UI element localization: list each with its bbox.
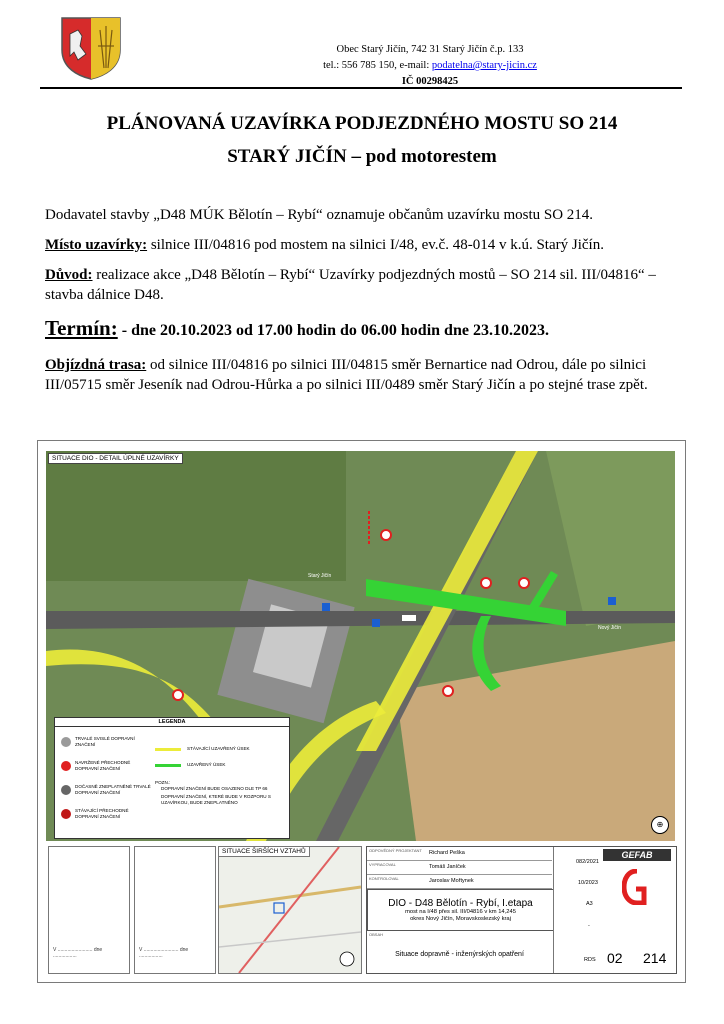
closure-term: Termín: - dne 20.10.2023 od 17.00 hodin do 06.00 hodin dne 23.10.2023. — [45, 316, 549, 340]
header-divider — [40, 87, 682, 89]
project-description: DIO - D48 Bělotín - Rybí, I.etapa most na I/48 přes sil. III/04816 v km 14,245 okres Nový Jičín, Moravskoslezský kraj — [367, 889, 554, 931]
page-subtitle: STARÝ JIČÍN – pod motorestem — [227, 146, 497, 167]
drawing-content: Situace dopravně - inženýrských opatření — [395, 951, 524, 958]
closure-reason: Důvod: realizace akce „D48 Bělotín – Rybí“ Uzavírky podjezdných mostů – SO 214 sil. III/04816“ – stavba dálnice D48. — [45, 267, 656, 303]
inset-title: SITUACE ŠIRŠÍCH VZTAHŮ — [219, 847, 310, 857]
page-title: PLÁNOVANÁ UZAVÍRKA PODJEZDNÉHO MOSTU SO 214 — [106, 113, 618, 134]
north-arrow-icon: ⊕ — [651, 816, 669, 834]
legend-item: TRVALÉ SVISLÉ DOPRAVNÍ ZNAČENÍ — [61, 736, 151, 748]
drafter-name: Tomáš Janíček — [429, 864, 466, 870]
legend-item: NAVRŽENÉ PŘECHODNÉ DOPRAVNÍ ZNAČENÍ — [61, 760, 151, 772]
signature-box: V ......................... dne ................. — [134, 846, 216, 974]
project-title: DIO - D48 Bělotín - Rybí, I.etapa — [388, 898, 533, 909]
municipal-crest-icon — [60, 16, 122, 80]
legend-line-existing: STÁVAJÍCÍ UZAVŘENÝ ÚSEK — [155, 746, 285, 752]
drawing-meta: 082/2021 10/2023 A3 - RDS — [553, 847, 600, 973]
legend-heading: LEGENDA — [55, 718, 289, 727]
proposed-sign-icon — [61, 761, 71, 771]
reason-label: Důvod: — [45, 267, 93, 283]
closure-place: Místo uzavírky: silnice III/04816 pod mostem na silnici I/48, ev.č. 48-014 v k.ú. Starý Jičín. — [45, 237, 604, 253]
inset-map-image — [219, 847, 361, 973]
legend-notes: POZN.: DOPRAVNÍ ZNAČENÍ BUDE OSAZENO DLE TP 66 DOPRAVNÍ ZNAČENÍ, KTERÉ BUDE V ROZPORU S UZAVÍRKOU, BUDE ZNEPLATNĚNO — [155, 780, 271, 805]
part-number: 02 — [607, 950, 623, 966]
detour-label: Objízdná trasa: — [45, 357, 147, 373]
announcement-text: Dodavatel stavby „D48 MÚK Bělotín – Rybí“ oznamuje občanům uzavírku mostu SO 214. — [45, 207, 594, 223]
municipality-contact — [230, 42, 630, 90]
map-legend — [54, 717, 290, 839]
yellow-line-icon — [155, 748, 181, 751]
title-block: ODPOVĚDNÝ PROJEKTANT Richard Peška VYPRACOVAL Tomáš Janíček KONTROLOVAL Jaroslav Mořtynek DIO - D48 Bělotín - Rybí, I.etapa most na I/48 přes sil. III/04816 v km 14,245 okres Nový Jičín, Moravskoslezský kraj OBSAH Situace dopravně - inženýrských opatření 082/2021 10/2023 A3 - RDS GEFAB 02 214 — [366, 846, 677, 974]
term-label: Termín: — [45, 316, 118, 340]
wider-context-inset — [218, 846, 362, 974]
email-link[interactable]: podatelna@stary-jicin.cz — [431, 60, 537, 71]
signature-box: V ......................... dne ................. — [48, 846, 130, 974]
ico-line: IČ 00298425 — [401, 76, 459, 87]
contact-line: tel.: 556 785 150, e-mail: podatelna@stary-jicin.cz — [323, 60, 537, 71]
drawing-number: 214 — [643, 950, 667, 966]
legend-item: DOČASNĚ ZNEPLATNĚNÉ TRVALÉ DOPRAVNÍ ZNAČENÍ — [61, 784, 151, 796]
permanent-sign-icon — [61, 737, 71, 747]
place-label: Místo uzavírky: — [45, 237, 148, 253]
legend-item: STÁVAJÍCÍ PŘECHODNÉ DOPRAVNÍ ZNAČENÍ — [61, 808, 151, 820]
green-line-icon — [155, 764, 181, 767]
designer-name: Richard Peška — [429, 850, 465, 856]
company-logo: GEFAB — [603, 849, 671, 861]
road-label-novy-jicin: Nový Jičín — [598, 625, 622, 631]
drawing-footer — [46, 846, 675, 972]
map-detail-title: SITUACE DIO - DETAIL ÚPLNÉ UZAVÍRKY — [48, 453, 183, 464]
existing-sign-icon — [61, 809, 71, 819]
legend-line-closed: UZAVŘENÝ ÚSEK — [155, 762, 285, 768]
checker-name: Jaroslav Mořtynek — [429, 878, 474, 884]
invalidated-sign-icon — [61, 785, 71, 795]
detour-route: Objízdná trasa: od silnice III/04816 po silnici III/04815 směr Bernartice nad Odrou, dále po silnici III/05715 směr Jeseník nad Odrou-Hůrka a po silnici III/0489 směr Starý Jičín a po stejné trase zpět. — [45, 357, 648, 393]
company-emblem-icon — [622, 869, 652, 905]
road-label-stary-jicin: Starý Jičín — [308, 573, 332, 579]
address-line: Obec Starý Jičín, 742 31 Starý Jičín č.p. 133 — [336, 44, 524, 55]
traffic-plan-map — [37, 440, 686, 983]
